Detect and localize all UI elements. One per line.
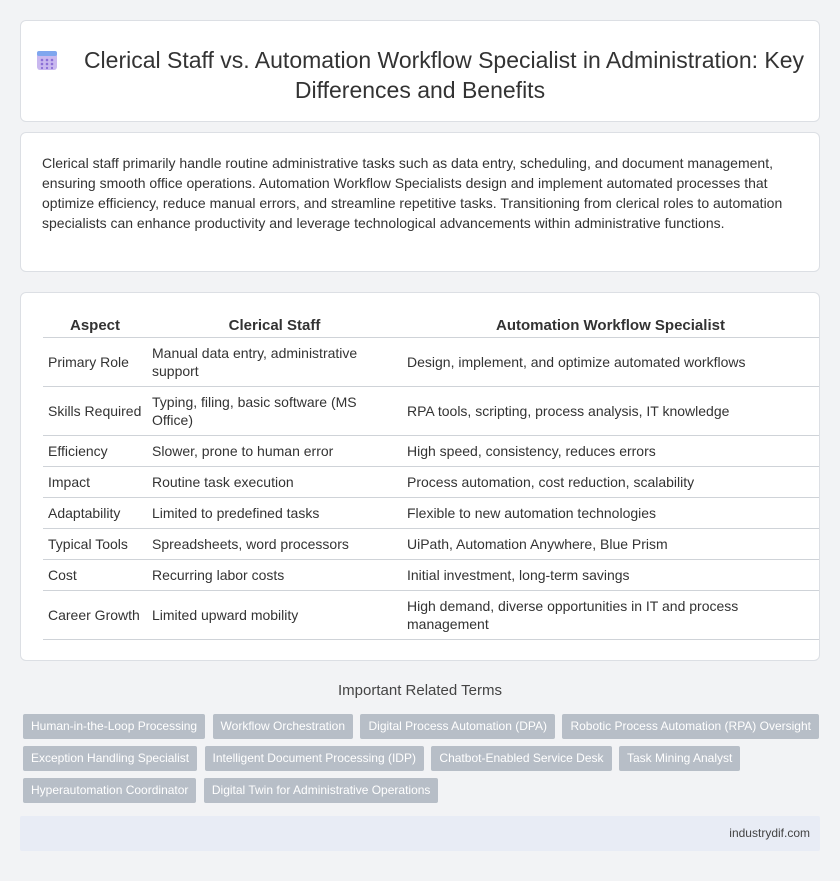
cell-clerical: Manual data entry, administrative support <box>147 337 402 386</box>
cell-clerical: Spreadsheets, word processors <box>147 528 402 559</box>
tag-row <box>23 714 823 746</box>
tag-row <box>23 746 823 778</box>
table-header-row <box>43 315 819 337</box>
related-term-tag[interactable]: Exception Handling Specialist <box>23 746 197 771</box>
cell-clerical: Recurring labor costs <box>147 559 402 590</box>
related-term-tag[interactable]: Hyperautomation Coordinator <box>23 778 196 803</box>
cell-clerical: Slower, prone to human error <box>147 435 402 466</box>
footer <box>20 816 820 851</box>
cell-aspect: Skills Required <box>43 386 147 435</box>
cell-specialist: High speed, consistency, reduces errors <box>402 435 819 466</box>
page-title <box>21 45 819 105</box>
cell-specialist: Process automation, cost reduction, scalability <box>402 466 819 497</box>
table-row <box>43 435 819 466</box>
related-term-tag[interactable]: Task Mining Analyst <box>619 746 740 771</box>
cell-clerical: Routine task execution <box>147 466 402 497</box>
cell-aspect: Efficiency <box>43 435 147 466</box>
table-row <box>43 590 819 639</box>
header-specialist: Automation Workflow Specialist <box>402 315 819 337</box>
table-row <box>43 337 819 386</box>
cell-clerical: Typing, filing, basic software (MS Office) <box>147 386 402 435</box>
cell-specialist: RPA tools, scripting, process analysis, IT knowledge <box>402 386 819 435</box>
cell-aspect: Impact <box>43 466 147 497</box>
related-term-tag[interactable]: Intelligent Document Processing (IDP) <box>205 746 424 771</box>
related-term-tag[interactable]: Robotic Process Automation (RPA) Oversight <box>562 714 819 739</box>
table-row <box>43 466 819 497</box>
related-term-tag[interactable]: Digital Process Automation (DPA) <box>360 714 555 739</box>
related-term-tag[interactable]: Human-in-the-Loop Processing <box>23 714 205 739</box>
table-row <box>43 528 819 559</box>
cell-specialist: High demand, diverse opportunities in IT and process management <box>402 590 819 639</box>
cell-clerical: Limited to predefined tasks <box>147 497 402 528</box>
table-row <box>43 497 819 528</box>
table-row <box>43 386 819 435</box>
cell-aspect: Career Growth <box>43 590 147 639</box>
comparison-card <box>20 292 820 661</box>
table-row <box>43 559 819 590</box>
cell-specialist: Initial investment, long-term savings <box>402 559 819 590</box>
cell-specialist: Design, implement, and optimize automated workflows <box>402 337 819 386</box>
cell-aspect: Primary Role <box>43 337 147 386</box>
footer-site: industrydif.com <box>729 826 810 840</box>
related-term-tag[interactable]: Chatbot-Enabled Service Desk <box>431 746 611 771</box>
related-term-tag[interactable]: Workflow Orchestration <box>213 714 353 739</box>
cell-specialist: Flexible to new automation technologies <box>402 497 819 528</box>
tag-row <box>23 778 823 810</box>
related-term-tag[interactable]: Digital Twin for Administrative Operations <box>204 778 439 803</box>
intro-card <box>20 132 820 272</box>
cell-specialist: UiPath, Automation Anywhere, Blue Prism <box>402 528 819 559</box>
related-terms-heading: Important Related Terms <box>338 682 502 699</box>
related-terms-list <box>23 714 823 810</box>
cell-aspect: Typical Tools <box>43 528 147 559</box>
cell-clerical: Limited upward mobility <box>147 590 402 639</box>
intro-paragraph: Clerical staff primarily handle routine administrative tasks such as data entry, scheduling, and document management, ensuring smooth office operations. Automation Workflow Specialists design and implement automated processes that optimize efficiency, reduce manual errors, and streamline repetitive tasks. Transitioning from clerical roles to automation specialists can enhance productivity and leverage technological advancements within administrative functions. <box>42 155 783 231</box>
cell-aspect: Adaptability <box>43 497 147 528</box>
page-title-text: Clerical Staff vs. Automation Workflow Specialist in Administration: Key Differences and Benefits <box>83 47 805 103</box>
calendar-grid-icon <box>36 48 58 70</box>
cell-aspect: Cost <box>43 559 147 590</box>
title-card <box>20 20 820 122</box>
header-clerical: Clerical Staff <box>147 315 402 337</box>
header-aspect: Aspect <box>43 315 147 337</box>
comparison-table <box>43 315 819 640</box>
